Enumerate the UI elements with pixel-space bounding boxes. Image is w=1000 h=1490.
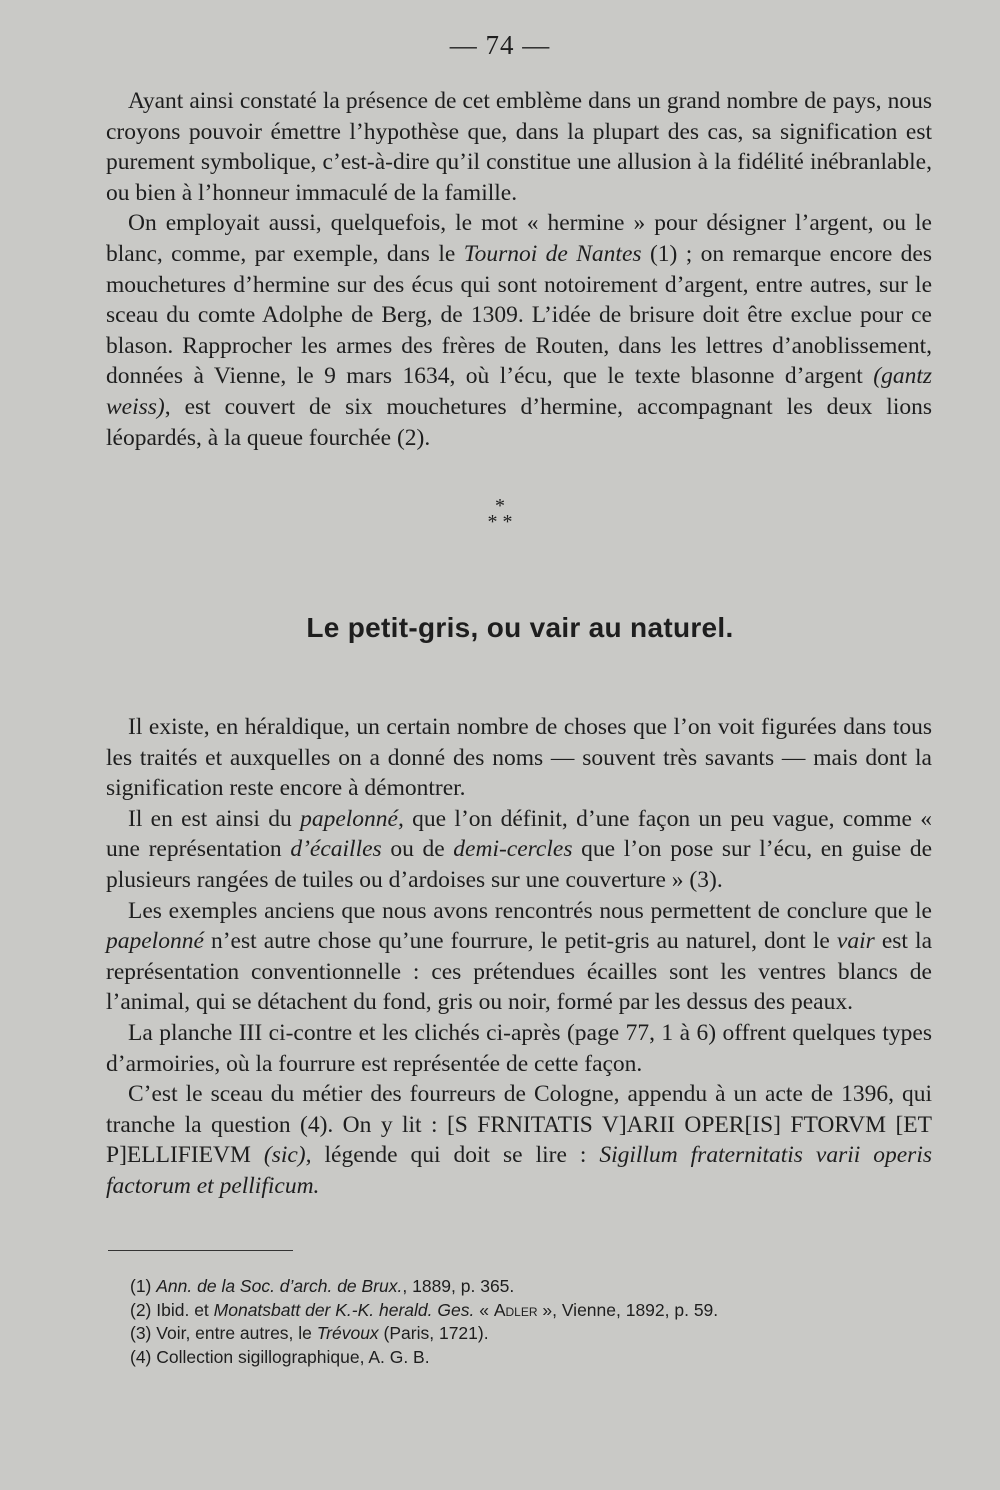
text-run: n’est autre chose qu’une fourrure, le petit-gris au naturel, dont le [203,928,837,955]
italic-text: vair [836,928,875,955]
footnote [130,1275,910,1299]
text-run: ou de [381,836,454,863]
italic-text: Tournoi de Nantes [463,240,642,267]
text-run: La planche III ci-contre et les clichés ci-après (page 77, 1 à 6) offrent quelques types d’armoiries, où la fourrure est représentée de cette façon. [106,1019,932,1077]
section-1-text [106,86,932,453]
italic-text: d’écailles [290,836,382,863]
italic-text: demi-cercles [453,836,573,863]
italic-text: papelonné, [300,805,404,832]
paragraph [106,208,932,453]
italic-text: Monatsbatt der K.-K. herald. Ges. [213,1299,475,1320]
text-run: est la représentation conventionnelle : ces prétendues écailles sont les ventres blancs de l’animal, qui se détachent du fond, gris ou noir, formé par les dessus des peaux. [106,928,932,1016]
text-run: Il en est ainsi du [128,805,301,832]
paragraph [106,1018,932,1079]
section-separator [0,495,1000,533]
text-run: (2) Ibid. et [130,1299,214,1320]
paragraph [106,712,932,804]
italic-text: Trévoux [316,1323,379,1343]
separator-line-2: * * [487,511,513,533]
paragraph [106,896,932,1018]
text-run: C’est le sceau du métier des fourreurs de Cologne, appendu à un acte de 1396, qui tranche la question (4). On y lit : [S FRNITATIS V]ARII OPER[IS] FTORVM [ET P]ELLIFIEVM [106,1081,932,1169]
text-run: (Paris, 1721). [378,1323,489,1343]
italic-text: Sigillum fraternitatis varii operis factorum et pellificum. [106,1142,932,1199]
small-caps-text: Adler [493,1299,538,1320]
text-run: « [474,1299,494,1320]
text-run: (1) [130,1276,157,1296]
text-run: », Vienne, 1892, p. 59. [537,1299,719,1320]
text-run: que l’on définit, d’une façon un peu vague, comme « une représentation [106,805,933,863]
text-run: légende qui doit se lire : [311,1142,600,1169]
section-heading: Le petit-gris, ou vair au naturel. [306,612,734,643]
footnotes [130,1275,910,1369]
paragraph [106,804,932,896]
text-run: (1) ; on remarque encore des mouchetures d’hermine sur des écus qui sont notoirement d’argent, entre autres, sur le sceau du comte Adolphe de Berg, de 1309. L’idée de brisure doit être exclue pour ce blason. Rapprocher les armes des frères de Routen, dans les lettres d’anoblissement, données à Vienne, le 9 mars 1634, où l’écu, que le texte blasonne d’argent [106,240,933,390]
text-run: (4) Collection sigillographique, A. G. B. [130,1346,430,1367]
paragraph [106,1079,932,1201]
italic-text: (gantz weiss) [106,363,932,420]
paragraph [106,86,932,208]
text-run: , 1889, p. 365. [402,1276,515,1296]
text-run: (3) Voir, entre autres, le [130,1323,317,1343]
text-run: Les exemples anciens que nous avons rencontrés nous permettent de conclure que le [128,897,932,924]
footnote [130,1346,910,1370]
text-run: On employait aussi, quelquefois, le mot « hermine » pour désigner l’argent, ou le blanc, comme, par exemple, dans le [106,210,932,267]
italic-text: (sic), [263,1142,312,1169]
text-run: , est couvert de six mouchetures d’hermine, accompagnant les deux lions léopardés, à la queue fourchée (2). [106,393,932,451]
section-2-text [106,712,932,1202]
page-number: — 74 — [449,30,551,60]
italic-text: papelonné [106,928,204,955]
footnote-divider [108,1250,293,1251]
footnote [130,1299,910,1323]
text-run: que l’on pose sur l’écu, en guise de plusieurs rangées de tuiles ou d’ardoises sur une couverture » (3). [106,836,932,893]
footnote [130,1322,910,1346]
text-run: Il existe, en héraldique, un certain nombre de choses que l’on voit figurées dans tous les traités et auxquelles on a donné des noms — souvent très savants — mais dont la signification reste encore à démontrer. [106,714,932,802]
text-run: Ayant ainsi constaté la présence de cet emblème dans un grand nombre de pays, nous croyons pouvoir émettre l’hypothèse que, dans la plupart des cas, sa signification est purement symbolique, c’est-à-dire qu’il constitue une allusion à la fidélité inébranlable, ou bien à l’honneur immaculé de la famille. [106,88,932,206]
italic-text: Ann. de la Soc. d’arch. de Brux. [156,1276,403,1296]
separator-line-1: * [495,495,505,517]
